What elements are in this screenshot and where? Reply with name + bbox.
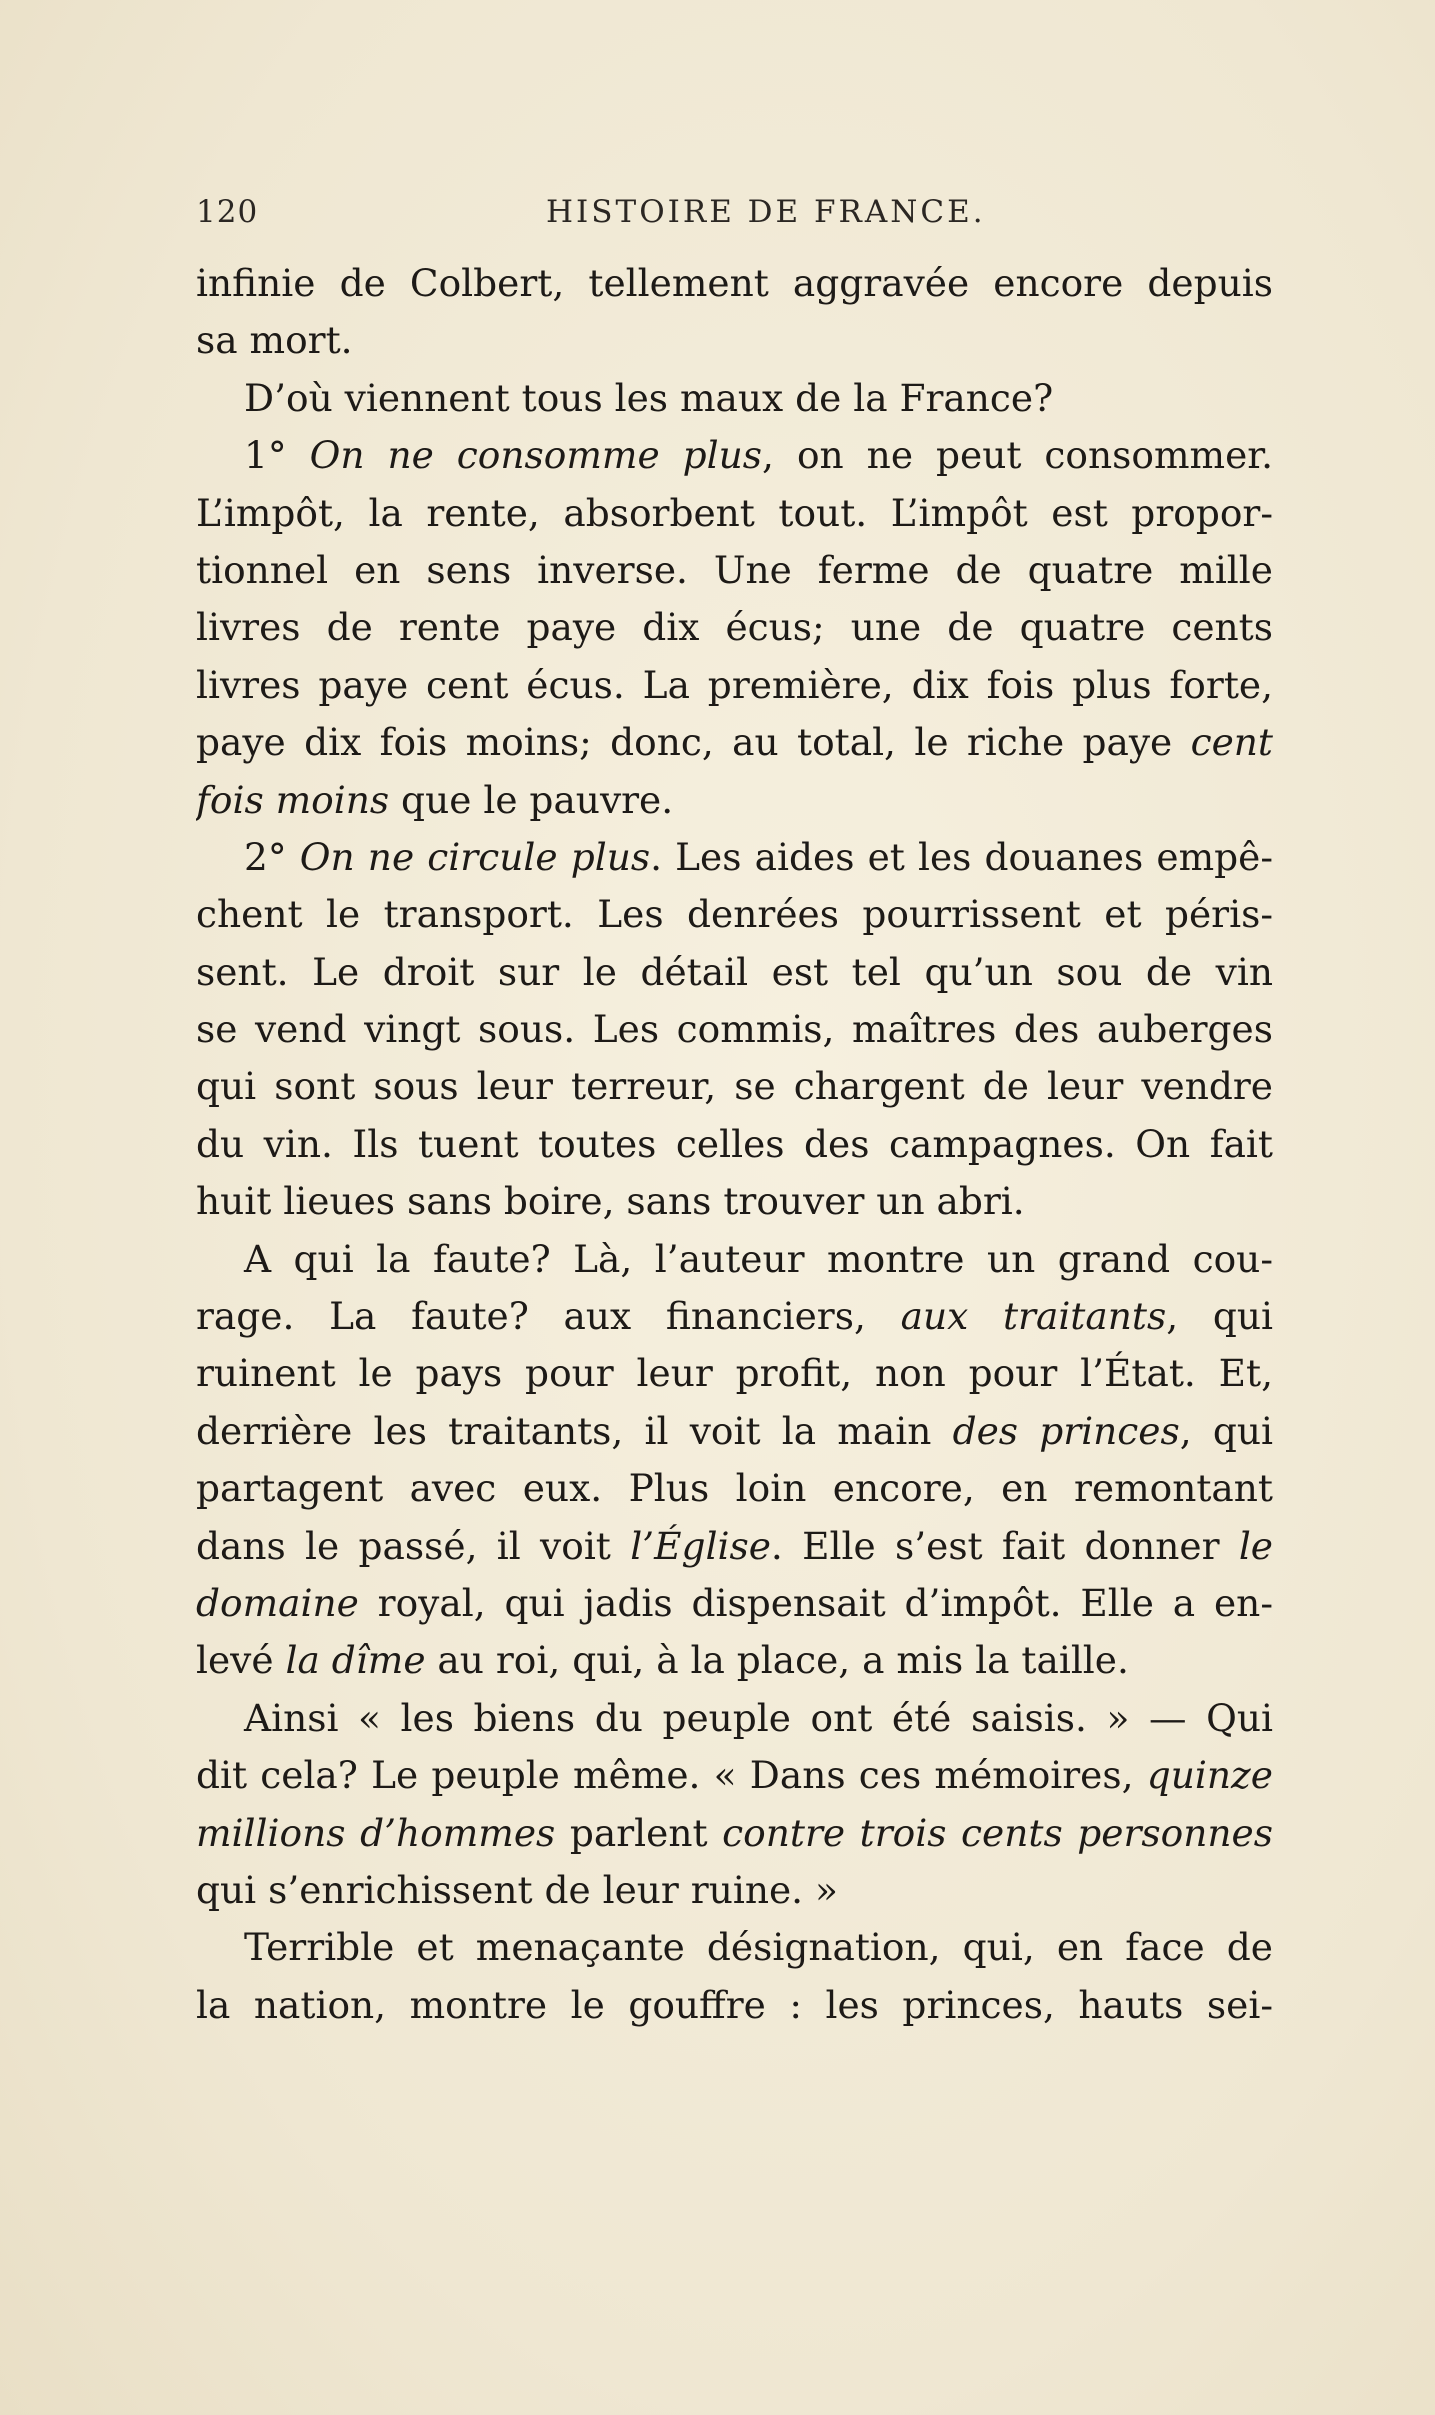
text-line: qui s’enrichissent de leur ruine. »: [196, 1867, 838, 1912]
text-line: A qui la faute? Là, l’auteur montre un grand cou-: [244, 1236, 1273, 1281]
text-line: D’où viennent tous les maux de la France?: [244, 375, 1054, 420]
text-line: fois moins que le pauvre.: [196, 777, 674, 822]
text-line: tionnel en sens inverse. Une ferme de quatre mille: [196, 547, 1273, 592]
text-line: levé la dîme au roi, qui, à la place, a mis la taille.: [196, 1638, 1129, 1683]
text-line: du vin. Ils tuent toutes celles des campagnes. On fait: [196, 1121, 1273, 1166]
running-title: HISTOIRE DE FRANCE.: [546, 194, 986, 230]
page-header: [196, 194, 1271, 244]
text-line: L’impôt, la rente, absorbent tout. L’impôt est propor-: [196, 490, 1273, 535]
text-line: se vend vingt sous. Les commis, maîtres des auberges: [196, 1007, 1273, 1052]
text-line: dit cela? Le peuple même. « Dans ces mémoires, quinze: [196, 1753, 1273, 1798]
text-line: domaine royal, qui jadis dispensait d’impôt. Elle a en-: [196, 1580, 1273, 1625]
text-line: paye dix fois moins; donc, au total, le riche paye cent: [196, 720, 1273, 765]
body-text: [196, 255, 1273, 2034]
text-line: rage. La faute? aux financiers, aux traitants, qui: [196, 1294, 1273, 1339]
text-line: sent. Le droit sur le détail est tel qu’un sou de vin: [196, 949, 1273, 994]
page-number: 120: [196, 194, 259, 230]
text-line: ruinent le pays pour leur profit, non pour l’État. Et,: [196, 1351, 1273, 1396]
text-line: dans le passé, il voit l’Église. Elle s’est fait donner le: [196, 1523, 1273, 1568]
text-line: millions d’hommes parlent contre trois cents personnes: [196, 1810, 1273, 1855]
text-line: Ainsi « les biens du peuple ont été saisis. » — Qui: [244, 1695, 1273, 1740]
text-line: chent le transport. Les denrées pourrissent et péris-: [196, 892, 1273, 937]
text-line: livres de rente paye dix écus; une de quatre cents: [196, 605, 1273, 650]
text-line: Terrible et menaçante désignation, qui, en face de: [244, 1925, 1273, 1970]
text-line: partagent avec eux. Plus loin encore, en remontant: [196, 1466, 1273, 1511]
text-line: la nation, montre le gouffre : les princes, hauts sei-: [196, 1982, 1273, 2027]
text-line: 1° On ne consomme plus, on ne peut consommer.: [244, 433, 1273, 478]
text-line: infinie de Colbert, tellement aggravée encore depuis: [196, 261, 1273, 305]
text-line: 2° On ne circule plus. Les aides et les douanes empê-: [244, 834, 1273, 879]
text-line: sa mort.: [196, 318, 353, 363]
text-line: livres paye cent écus. La première, dix fois plus forte,: [196, 662, 1273, 707]
text-line: qui sont sous leur terreur, se chargent de leur vendre: [196, 1064, 1273, 1109]
text-line: derrière les traitants, il voit la main des princes, qui: [196, 1408, 1273, 1453]
text-line: huit lieues sans boire, sans trouver un abri.: [196, 1179, 1025, 1224]
